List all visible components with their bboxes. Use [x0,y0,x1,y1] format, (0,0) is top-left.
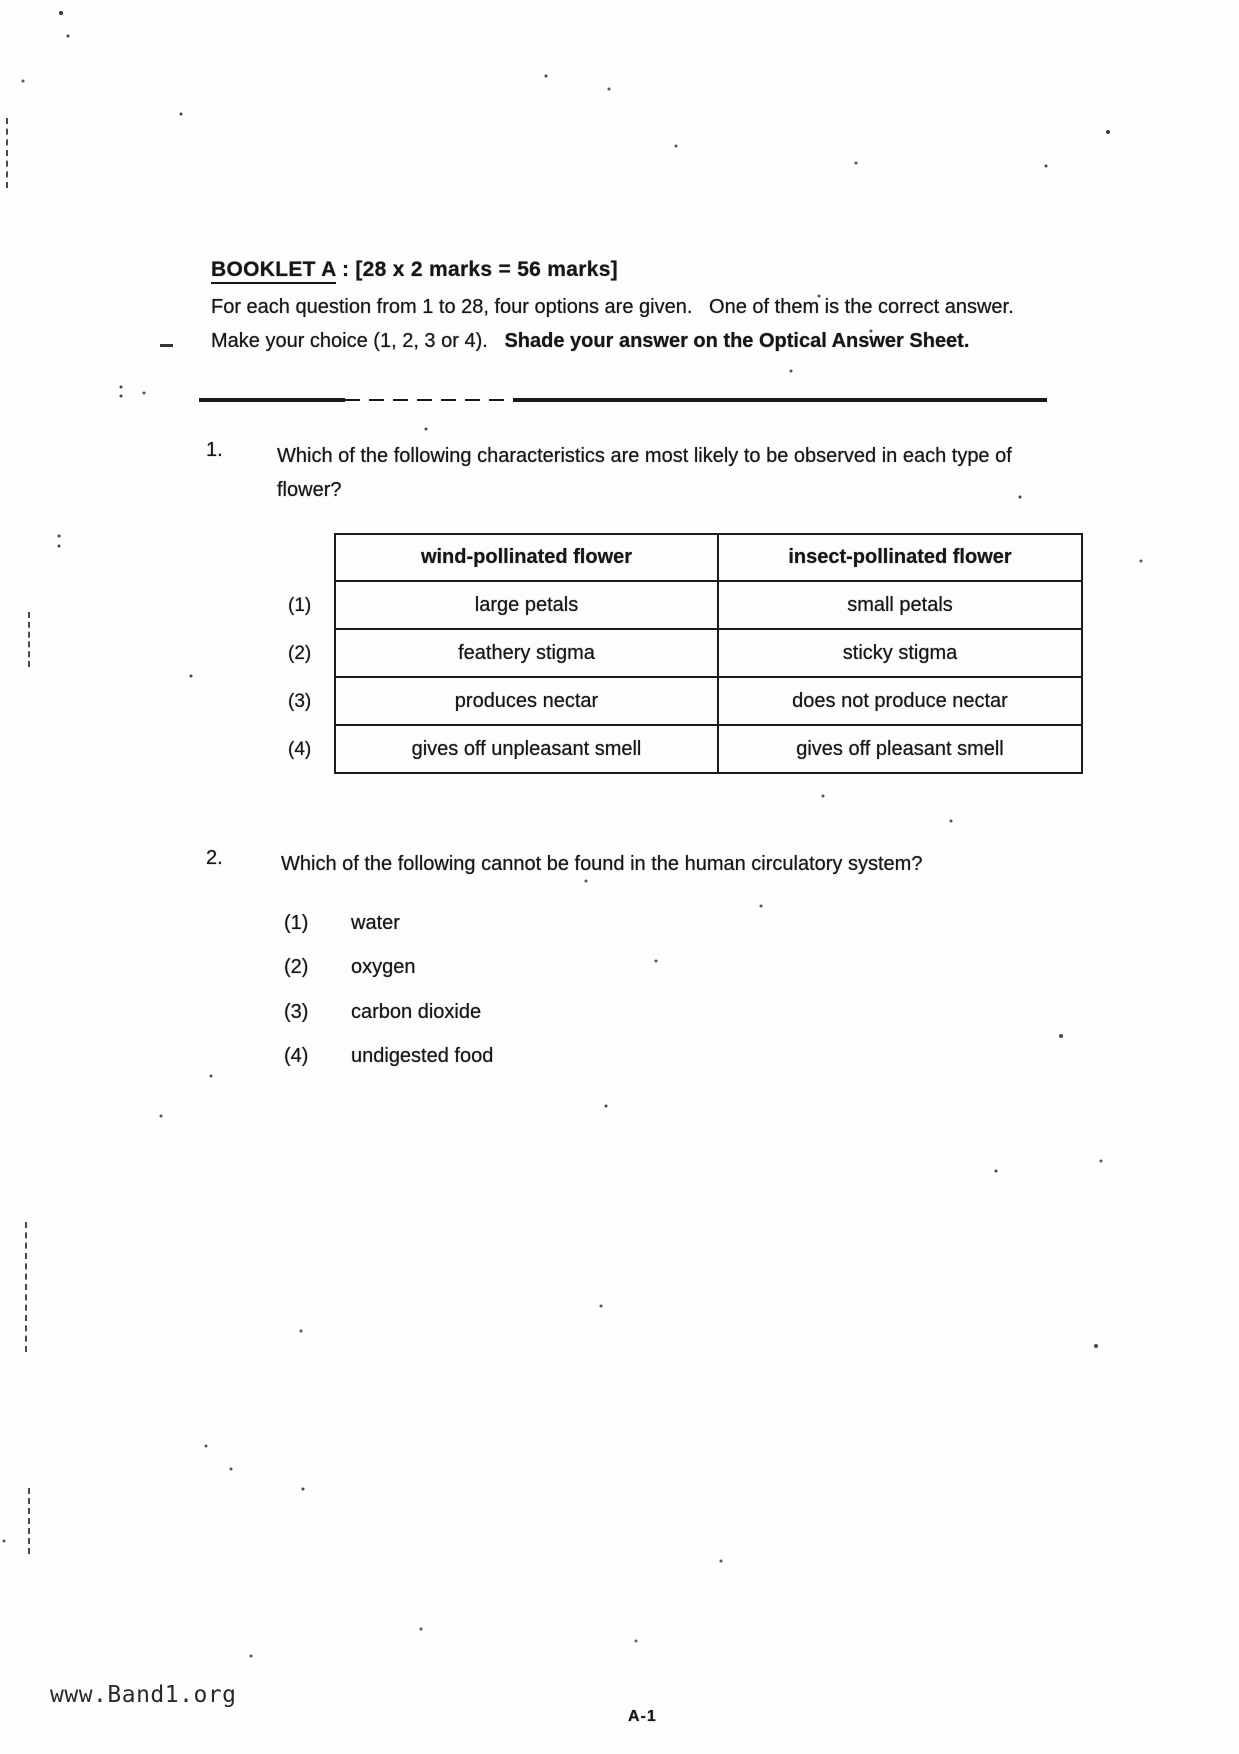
question-1-number: 1. [206,439,223,461]
wind-cell: gives off unpleasant smell [335,725,718,773]
rule-segment [513,398,1047,402]
table-row [335,677,1082,725]
wind-cell: feathery stigma [335,629,718,677]
booklet-marks: : [28 x 2 marks = 56 marks] [335,258,618,281]
rule-segment [199,398,345,402]
option-label: (3) [284,1001,309,1023]
booklet-heading [211,258,618,282]
row-label: (2) [288,643,312,664]
column-header-insect: insect-pollinated flower [718,534,1082,581]
wind-cell: produces nectar [335,677,718,725]
insect-cell: gives off pleasant smell [718,725,1082,773]
table-header-row [335,534,1082,581]
answer-option [284,912,400,935]
scan-margin-mark [6,118,8,188]
insect-cell: sticky stigma [718,629,1082,677]
row-label: (4) [288,739,312,760]
question-2-number: 2. [206,847,223,869]
table-row [335,725,1082,773]
table-row-labels [288,533,334,774]
question-1-table [288,533,1083,774]
instructions-text: For each question from 1 to 28, four options are given. One of them is the correct answer. Make your choice (1, 2, 3 or 4). [211,296,1031,352]
scan-margin-mark [25,1222,27,1352]
answer-option [284,1001,481,1024]
insect-cell: does not produce nectar [718,677,1082,725]
instructions-paragraph [211,291,1053,358]
option-text: carbon dioxide [351,1001,482,1023]
scan-margin-dash [160,344,173,347]
scan-noise-specks [0,0,2,2]
section-separator-rule [199,398,1047,402]
question-1-text: Which of the following characteristics are most likely to be observed in each type of flower? [277,445,1012,501]
row-label-spacer [288,533,334,582]
booklet-title: BOOKLET A [211,258,336,284]
column-header-wind: wind-pollinated flower [335,534,718,581]
instructions-bold-text: Shade your answer on the Optical Answer Sheet. [504,329,970,352]
option-label: (1) [284,912,309,934]
option-text: water [351,912,400,934]
scan-margin-mark [28,1488,30,1554]
option-label: (4) [284,1045,309,1067]
option-text: oxygen [351,956,416,978]
option-text: undigested food [351,1045,494,1067]
rule-segment-dashed [345,399,513,402]
row-label: (1) [288,595,312,616]
question-2-text: Which of the following cannot be found in the human circulatory system? [281,853,923,875]
option-label: (2) [284,956,309,978]
table-row [335,629,1082,677]
page-number: A-1 [628,1708,657,1725]
question-2 [206,847,1106,1107]
comparison-table [334,533,1083,774]
insect-cell: small petals [718,581,1082,629]
row-label: (3) [288,691,312,712]
scan-margin-mark [28,612,30,667]
answer-option [284,956,416,979]
question-1 [206,439,1086,529]
website-watermark: www.Band1.org [50,1682,237,1708]
table-row [335,581,1082,629]
answer-option [284,1045,493,1068]
wind-cell: large petals [335,581,718,629]
